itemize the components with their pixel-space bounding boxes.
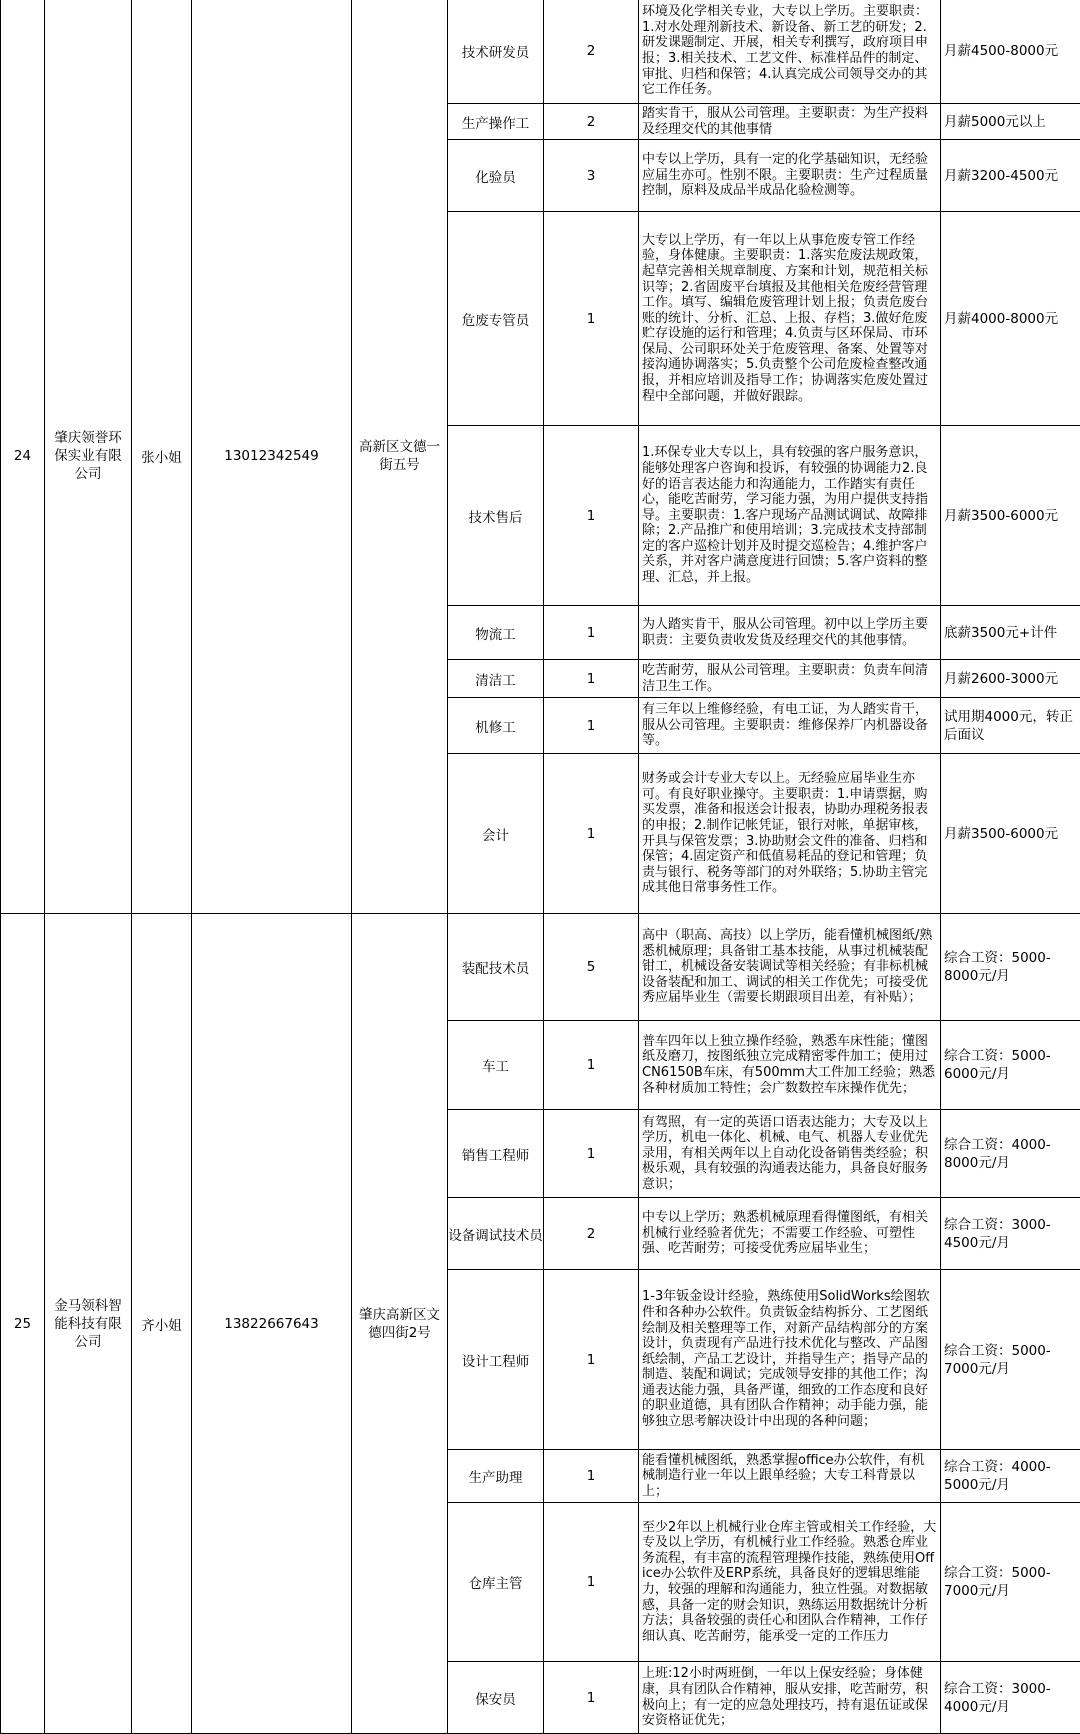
job-count: 1 [544, 1662, 639, 1734]
job-title: 装配技术员 [448, 914, 544, 1021]
job-duty: 大专以上学历，有一年以上从事危废专管工作经验，身体健康。主要职责：1.落实危废法规政策，起草完善相关规章制度、方案和计划，规范相关标识等；2.省固废平台填报及其他相关危废经营管理工作。填写、编辑危废管理计划上报；负责危废台账的统计、分析、汇总、上报、存档；3.做好危废贮存设施的运行和管理；4.负责与区环保局、市环保局、公司职环处关于危废管理、备案、处置等对接沟通协调落实；5.负责整个公司危废检查整改通报，并相应培训及指导工作；协调落实危废处置过程中全部问题，并做好跟踪。 [639, 212, 941, 426]
job-count: 1 [544, 212, 639, 426]
company-no: 24 [1, 0, 45, 914]
job-duty: 有驾照，有一定的英语口语表达能力；大专及以上学历，机电一体化、机械、电气、机器人专业优先录用，有相关两年以上自动化设备销售类经验；积极乐观，具有较强的沟通表达能力，具备良好服务意识； [639, 1110, 941, 1198]
job-count: 1 [544, 754, 639, 914]
company-address: 肇庆高新区文德四街2号 [352, 914, 448, 1734]
job-count: 1 [544, 1450, 639, 1503]
job-title: 车工 [448, 1021, 544, 1110]
job-duty: 环境及化学相关专业，大专以上学历。主要职责：1.对水处理剂新技术、新设备、新工艺的研发；2.研发课题制定、开展，相关专利撰写，政府项目申报；3.相关技术、工艺文件、标准样品件的制定、审批、归档和保管；4.认真完成公司领导交办的其它工作任务。 [639, 0, 941, 104]
job-duty: 高中（职高、高技）以上学历，能看懂机械图纸/熟悉机械原理；具备钳工基本技能，从事过机械装配钳工，机械设备安装调试等相关经验；有非标机械设备装配和加工、调试的相关工作优先；可接受优秀应届毕业生（需要长期跟项目出差，有补贴）； [639, 914, 941, 1021]
company-no: 25 [1, 914, 45, 1734]
job-title: 清洁工 [448, 660, 544, 698]
job-duty: 有三年以上维修经验，有电工证，为人踏实肯干，服从公司管理。主要职责：维修保养厂内机器设备等。 [639, 698, 941, 754]
job-pay: 月薪4500-8000元 [941, 0, 1080, 104]
job-pay: 综合工资：5000-8000元/月 [941, 914, 1080, 1021]
job-pay: 综合工资：5000-6000元/月 [941, 1021, 1080, 1110]
job-pay: 底薪3500元+计件 [941, 606, 1080, 660]
job-title: 设备调试技术员 [448, 1198, 544, 1270]
job-duty: 吃苦耐劳，服从公司管理。主要职责：负责车间清洁卫生工作。 [639, 660, 941, 698]
job-pay: 月薪5000元以上 [941, 104, 1080, 140]
job-title: 生产助理 [448, 1450, 544, 1503]
job-pay: 综合工资：5000-7000元/月 [941, 1503, 1080, 1662]
contact-person: 齐小姐 [132, 914, 192, 1734]
company-name: 肇庆领誉环保实业有限公司 [45, 0, 132, 914]
job-pay: 月薪3200-4500元 [941, 140, 1080, 212]
contact-phone: 13822667643 [192, 914, 352, 1734]
job-duty: 1.环保专业大专以上，具有较强的客户服务意识，能够处理客户咨询和投诉，有较强的协调能力2.良好的语言表达能力和沟通能力，工作踏实有责任心，能吃苦耐劳，学习能力强，为用户提供支持指导。主要职责：1.客户现场产品测试调试、故障排除；2.产品推广和使用培训；3.完成技术支持部制定的客户巡检计划并及时提交巡检告；4.维护客户关系，并对客户满意度进行回馈；5.客户资料的整理、汇总，并上报。 [639, 426, 941, 606]
job-pay: 试用期4000元，转正后面议 [941, 698, 1080, 754]
job-duty: 1-3年钣金设计经验，熟练使用SolidWorks绘图软件和各种办公软件。负责钣金结构拆分、工艺图纸绘制及相关整理等工作，对新产品结构部分的方案设计，负责现有产品进行技术优化与整改、产品图纸绘制，产品工艺设计，并指导生产；指导产品的制造、装配和调试；完成领导安排的其他工作；沟通表达能力强，具备严谨，细致的工作态度和良好的职业道德，具有团队合作精神；动手能力强，能够独立思考解决设计中出现的各种问题； [639, 1270, 941, 1450]
job-duty: 中专以上学历；熟悉机械原理看得懂图纸，有相关机械行业经验者优先；不需要工作经验、可塑性强、吃苦耐劳；可接受优秀应届毕业生； [639, 1198, 941, 1270]
job-title: 技术研发员 [448, 0, 544, 104]
job-pay: 综合工资：4000-5000元/月 [941, 1450, 1080, 1503]
job-pay: 综合工资：5000-7000元/月 [941, 1270, 1080, 1450]
job-title: 销售工程师 [448, 1110, 544, 1198]
job-count: 1 [544, 1270, 639, 1450]
job-pay: 月薪2600-3000元 [941, 660, 1080, 698]
job-title: 生产操作工 [448, 104, 544, 140]
job-duty: 踏实肯干，服从公司管理。主要职责：为生产投料及经理交代的其他事情 [639, 104, 941, 140]
contact-phone: 13012342549 [192, 0, 352, 914]
job-count: 1 [544, 1110, 639, 1198]
job-title: 会计 [448, 754, 544, 914]
job-pay: 月薪4000-8000元 [941, 212, 1080, 426]
job-title: 设计工程师 [448, 1270, 544, 1450]
job-pay: 综合工资：4000-8000元/月 [941, 1110, 1080, 1198]
job-pay: 综合工资：3000-4500元/月 [941, 1198, 1080, 1270]
job-count: 2 [544, 0, 639, 104]
company-address: 高新区文德一街五号 [352, 0, 448, 914]
job-count: 2 [544, 1198, 639, 1270]
job-duty: 财务或会计专业大专以上。无经验应届毕业生亦可。有良好职业操守。主要职责：1.申请票据，购买发票，准备和报送会计报表，协助办理税务报表的申报；2.制作记帐凭证，银行对帐，单据审核，开具与保管发票；3.协助财会文件的准备、归档和保管；4.固定资产和低值易耗品的登记和管理；负责与银行、税务等部门的对外联络；5.协助主管完成其他日常事务性工作。 [639, 754, 941, 914]
company-name: 金马领科智能科技有限公司 [45, 914, 132, 1734]
job-count: 2 [544, 104, 639, 140]
job-count: 1 [544, 606, 639, 660]
job-count: 3 [544, 140, 639, 212]
job-duty: 为人踏实肯干，服从公司管理。初中以上学历主要职责：主要负责收发货及经理交代的其他事情。 [639, 606, 941, 660]
contact-person: 张小姐 [132, 0, 192, 914]
job-count: 1 [544, 660, 639, 698]
table-row [1, 0, 1080, 104]
job-count: 1 [544, 426, 639, 606]
job-duty: 能看懂机械图纸，熟悉掌握office办公软件，有机械制造行业一年以上跟单经验；大专工科背景以上； [639, 1450, 941, 1503]
job-title: 危废专管员 [448, 212, 544, 426]
job-title: 机修工 [448, 698, 544, 754]
job-title: 化验员 [448, 140, 544, 212]
job-pay: 月薪3500-6000元 [941, 426, 1080, 606]
job-duty: 至少2年以上机械行业仓库主管或相关工作经验，大专及以上学历，有机械行业工作经验。熟悉仓库业务流程，有丰富的流程管理操作技能，熟练使用Office办公软件及ERP系统，具备良好的逻辑思维能力，较强的理解和沟通能力，独立性强。对数据敏感，具备一定的财会知识，熟练运用数据统计分析方法；具备较强的责任心和团队合作精神，工作仔细认真、吃苦耐劳，能承受一定的工作压力 [639, 1503, 941, 1662]
job-pay: 综合工资：3000-4000元/月 [941, 1662, 1080, 1734]
job-title: 技术售后 [448, 426, 544, 606]
job-title: 仓库主管 [448, 1503, 544, 1662]
job-duty: 上班:12小时两班倒，一年以上保安经验；身体健康，具有团队合作精神，服从安排，吃苦耐劳，积极向上；有一定的应急处理技巧，持有退伍证或保安资格证优先； [639, 1662, 941, 1734]
job-count: 1 [544, 1021, 639, 1110]
job-count: 5 [544, 914, 639, 1021]
job-title: 物流工 [448, 606, 544, 660]
job-duty: 普车四年以上独立操作经验，熟悉车床性能；懂图纸及磨刀，按图纸独立完成精密零件加工；使用过CN6150B车床，有500mm大工件加工经验；熟悉各种材质加工特性；会广数数控车床操作优先； [639, 1021, 941, 1110]
job-count: 1 [544, 698, 639, 754]
job-duty: 中专以上学历，具有一定的化学基础知识，无经验应届生亦可。性别不限。主要职责：生产过程质量控制，原料及成品半成品化验检测等。 [639, 140, 941, 212]
job-title: 保安员 [448, 1662, 544, 1734]
table-row [1, 914, 1080, 1021]
job-count: 1 [544, 1503, 639, 1662]
job-pay: 月薪3500-6000元 [941, 754, 1080, 914]
